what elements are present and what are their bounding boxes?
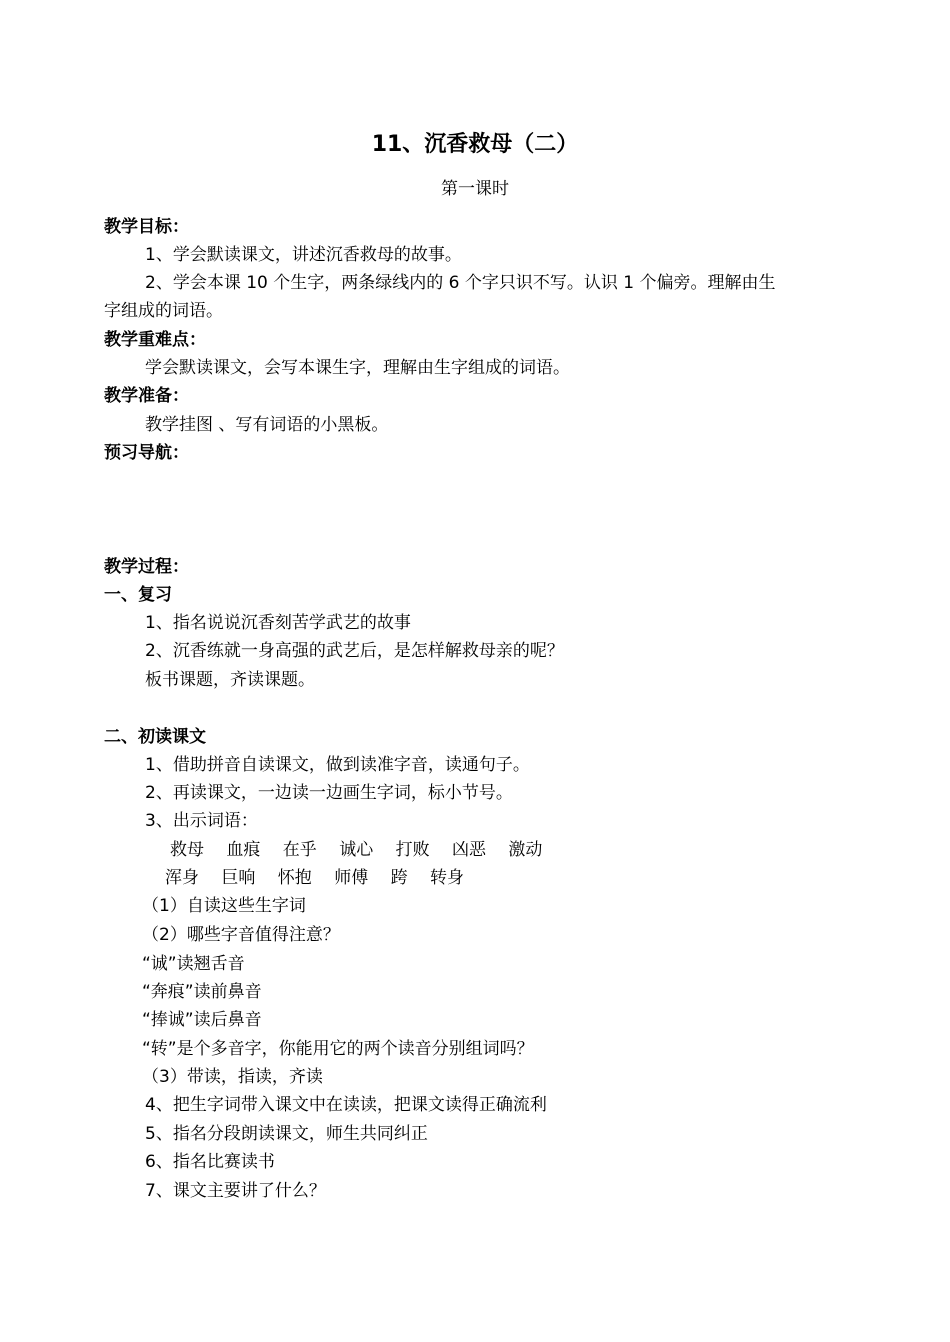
goal-2-line-2: 字组成的词语。 <box>104 301 223 321</box>
goal-2-line-1: 2、学会本课 10 个生字，两条绿线内的 6 个字只识不写。认识 1 个偏旁。理解由生 <box>145 273 776 293</box>
section-2-sub-item: （1）自读这些生字词 <box>142 896 306 916</box>
section-2-item: 2、再读课文，一边读一边画生字词，标小节号。 <box>145 783 513 803</box>
section-1-heading: 一、复习 <box>104 585 172 605</box>
preparation-text: 教学挂图 、写有词语的小黑板。 <box>145 415 389 435</box>
section-2-sub-item: （3）带读，指读，齐读 <box>142 1067 323 1087</box>
section-2-item: 4、把生字词带入课文中在读读，把课文读得正确流利 <box>145 1095 547 1115</box>
section-1-item: 板书课题，齐读课题。 <box>145 670 315 690</box>
section-2-sub-item: “奔痕”读前鼻音 <box>142 982 262 1002</box>
process-heading: 教学过程： <box>104 557 189 577</box>
section-1-item: 2、沉香练就一身高强的武艺后，是怎样解救母亲的呢？ <box>145 641 564 661</box>
section-2-item: 1、借助拼音自读课文，做到读准字音，读通句子。 <box>145 755 530 775</box>
key-points-heading: 教学重难点： <box>104 330 206 350</box>
section-2-sub-item: “转”是个多音字，你能用它的两个读音分别组词吗？ <box>142 1039 534 1059</box>
section-2-sub-item: “捧诚”读后鼻音 <box>142 1010 262 1030</box>
section-2-heading: 二、初读课文 <box>104 727 206 747</box>
document-title: 11、沉香救母（二） <box>371 132 579 157</box>
word-list-row-2: 浑身 巨响 怀抱 师傅 跨 转身 <box>165 868 465 888</box>
preparation-heading: 教学准备： <box>104 386 189 406</box>
preview-heading: 预习导航： <box>104 443 189 463</box>
section-2-item: 3、出示词语： <box>145 811 258 831</box>
section-2-item: 6、指名比赛读书 <box>145 1152 275 1172</box>
section-2-sub-item: （2）哪些字音值得注意？ <box>142 925 340 945</box>
goal-1: 1、学会默读课文，讲述沉香救母的故事。 <box>145 245 462 265</box>
section-2-item: 5、指名分段朗读课文，师生共同纠正 <box>145 1124 428 1144</box>
key-points-text: 学会默读课文，会写本课生字，理解由生字组成的词语。 <box>145 358 570 378</box>
word-list-row-1: 救母 血痕 在乎 诚心 打败 凶恶 激动 <box>170 840 543 860</box>
goals-heading: 教学目标： <box>104 217 189 237</box>
section-2-item: 7、课文主要讲了什么？ <box>145 1181 326 1201</box>
lesson-period: 第一课时 <box>441 179 509 199</box>
section-1-item: 1、指名说说沉香刻苦学武艺的故事 <box>145 613 411 633</box>
section-2-sub-item: “诚”读翘舌音 <box>142 954 245 974</box>
